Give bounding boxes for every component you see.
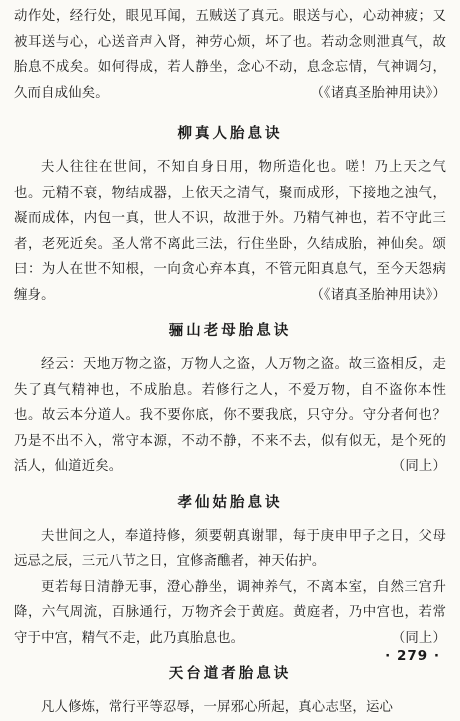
liu-text: 夫人往往在世间，不知自身日用，物所造化也。嗟！乃上天之气也。元精不衰，物结成器，上依天之清气，聚而成形，下接地之浊气，凝而成体，内包一真，世人不识，故泄于外。乃精气神也，若不守此三者，老死近矣。圣人常不离此三法，行住坐卧，久结成胎，神仙矣。颂曰：为人在世不知根，一向贪心弃本真，不管元阳真息气，至今天怨病缠身。 (14, 160, 446, 303)
lishan-paragraph (14, 352, 446, 480)
liu-paragraph (14, 155, 446, 308)
intro-source: （《诸真圣胎神用诀》） (310, 85, 446, 101)
liu-source: （《诸真圣胎神用诀》） (310, 287, 446, 303)
intro-text: 动作处，经行处，眼见耳闻，五贼送了真元。眼送与心，心动神疲；又被耳送与心，心送音声入肾，神劳心烦，坏了也。若动念则泄真气，故胎息不成矣。如何得成，若人静坐，念心不动，息念忘情，气神调匀，久而自成仙矣。 (14, 9, 446, 101)
tiantai-paragraph: 凡人修炼，常行平等忍辱，一屏邪心所起，真心志坚，运心 (41, 700, 394, 715)
liu-title: 柳真人胎息诀 (177, 126, 283, 142)
book-page (14, 4, 446, 721)
tiantai-title: 天台道者胎息诀 (168, 666, 292, 682)
sun-source: （同上） (391, 630, 446, 646)
sun-paragraph-1: 夫世间之人，奉道持修，须要朝真谢罪，每于庚申甲子之日，父母远忌之辰，三元八节之日，宜修斋醮者，神天佑护。 (14, 528, 446, 569)
lishan-title: 骊山老母胎息诀 (168, 323, 292, 339)
page-number: · 279 · (385, 648, 440, 664)
sun-text-2: 更若每日清静无事，澄心静坐，调神养气，不离本室，自然三宫升降，六气周流，百脉通行，万物齐会于黄庭。黄庭者，乃中宫也，若常守于中宫，精气不走，此乃真胎息也。 (14, 579, 446, 646)
sun-title: 孝仙姑胎息诀 (177, 494, 283, 511)
sun-paragraph-2 (14, 575, 446, 652)
intro-paragraph (14, 4, 446, 106)
lishan-text: 经云：天地万物之盗，万物人之盗，人万物之盗。故三盗相反，走失了真气精神也，不成胎息。若修行之人，不爱万物，自不盗你本性也。故云本分道人。我不要你底，你不要我底，只守分。守分者何也？乃是不出不入，常守本源，不动不静，不来不去，似有似无，是个死的活人，仙道近矣。 (14, 357, 446, 474)
lishan-source: （同上） (391, 459, 446, 474)
